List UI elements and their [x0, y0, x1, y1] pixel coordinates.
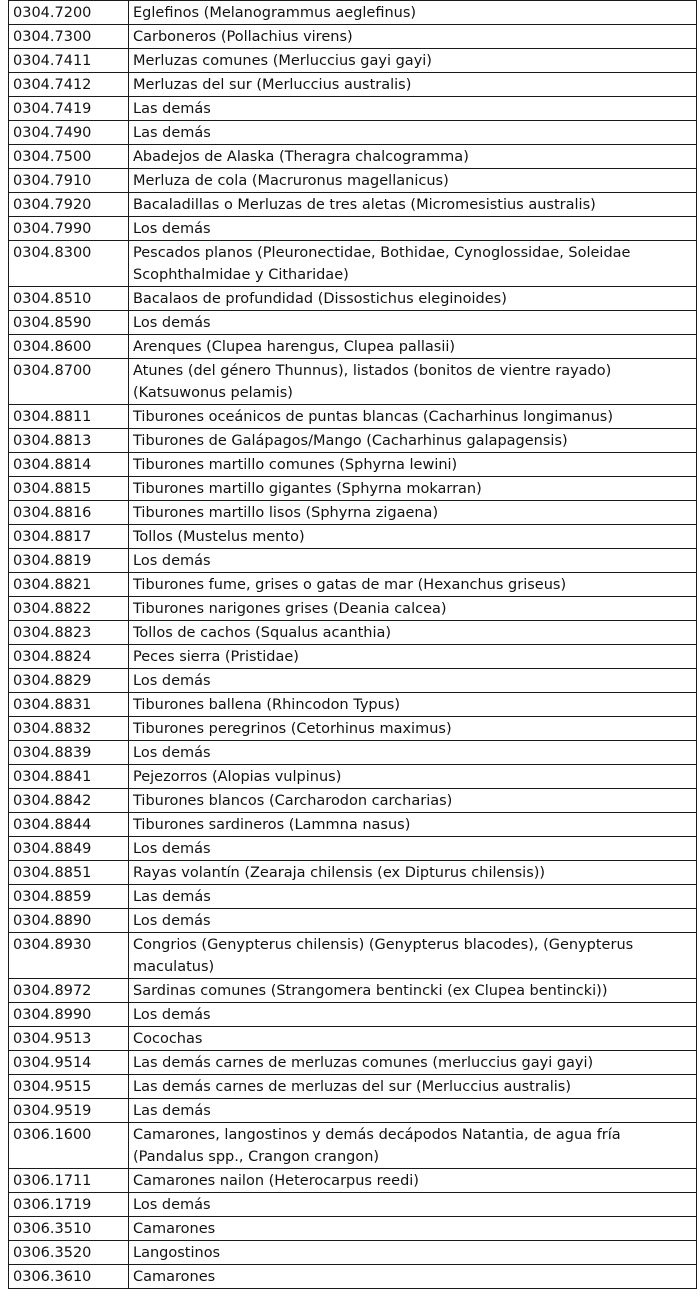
tariff-code-cell: 0304.8822: [9, 597, 129, 621]
product-description-cell: Tiburones oceánicos de puntas blancas (Cacharhinus longimanus): [129, 405, 697, 429]
tariff-code-cell: 0304.8829: [9, 669, 129, 693]
product-description-cell: Las demás: [129, 121, 697, 145]
table-row: [9, 669, 697, 693]
product-description-cell: Camarones nailon (Heterocarpus reedi): [129, 1169, 697, 1193]
tariff-code-cell: 0304.7500: [9, 145, 129, 169]
table-row: [9, 837, 697, 861]
tariff-code-cell: 0304.8814: [9, 453, 129, 477]
table-row: [9, 335, 697, 359]
table-row: [9, 1169, 697, 1193]
product-description-cell: Los demás: [129, 741, 697, 765]
product-description-cell: Camarones: [129, 1265, 697, 1289]
product-description-cell: Los demás: [129, 549, 697, 573]
tariff-code-cell: 0304.8930: [9, 933, 129, 979]
tariff-code-cell: 0304.8831: [9, 693, 129, 717]
product-description-cell: Los demás: [129, 837, 697, 861]
table-row: [9, 145, 697, 169]
tariff-code-table: [8, 0, 697, 1289]
table-row: [9, 741, 697, 765]
table-row: [9, 73, 697, 97]
table-row: [9, 1, 697, 25]
table-row: [9, 1217, 697, 1241]
product-description-cell: Atunes (del género Thunnus), listados (bonitos de vientre rayado) (Katsuwonus pelamis): [129, 359, 697, 405]
tariff-code-cell: 0304.8844: [9, 813, 129, 837]
tariff-code-cell: 0304.8841: [9, 765, 129, 789]
product-description-cell: Camarones, langostinos y demás decápodos Natantia, de agua fría (Pandalus spp., Crangon crangon): [129, 1123, 697, 1169]
table-row: [9, 287, 697, 311]
table-row: [9, 97, 697, 121]
table-row: [9, 573, 697, 597]
tariff-code-cell: 0304.8817: [9, 525, 129, 549]
table-row: [9, 693, 697, 717]
table-row: [9, 477, 697, 501]
product-description-cell: Los demás: [129, 669, 697, 693]
tariff-code-cell: 0304.8819: [9, 549, 129, 573]
table-row: [9, 1003, 697, 1027]
product-description-cell: Tiburones sardineros (Lammna nasus): [129, 813, 697, 837]
tariff-code-cell: 0304.8813: [9, 429, 129, 453]
table-row: [9, 861, 697, 885]
tariff-code-cell: 0304.7490: [9, 121, 129, 145]
tariff-code-cell: 0304.8700: [9, 359, 129, 405]
table-row: [9, 405, 697, 429]
tariff-code-cell: 0304.8824: [9, 645, 129, 669]
tariff-code-cell: 0304.9513: [9, 1027, 129, 1051]
product-description-cell: Pejezorros (Alopias vulpinus): [129, 765, 697, 789]
product-description-cell: Langostinos: [129, 1241, 697, 1265]
product-description-cell: Las demás: [129, 885, 697, 909]
product-description-cell: Tiburones blancos (Carcharodon carcharias): [129, 789, 697, 813]
table-row: [9, 1027, 697, 1051]
tariff-code-cell: 0304.8990: [9, 1003, 129, 1027]
tariff-code-cell: 0306.3610: [9, 1265, 129, 1289]
product-description-cell: Los demás: [129, 217, 697, 241]
tariff-code-cell: 0304.7990: [9, 217, 129, 241]
table-row: [9, 217, 697, 241]
product-description-cell: Tiburones ballena (Rhincodon Typus): [129, 693, 697, 717]
table-row: [9, 359, 697, 405]
product-description-cell: Las demás carnes de merluzas comunes (merluccius gayi gayi): [129, 1051, 697, 1075]
product-description-cell: Abadejos de Alaska (Theragra chalcogramma): [129, 145, 697, 169]
tariff-code-cell: 0304.7200: [9, 1, 129, 25]
product-description-cell: Las demás carnes de merluzas del sur (Merluccius australis): [129, 1075, 697, 1099]
table-row: [9, 121, 697, 145]
tariff-code-cell: 0304.8851: [9, 861, 129, 885]
table-row: [9, 193, 697, 217]
product-description-cell: Tiburones peregrinos (Cetorhinus maximus): [129, 717, 697, 741]
tariff-code-cell: 0304.7910: [9, 169, 129, 193]
table-row: [9, 525, 697, 549]
tariff-code-cell: 0304.8600: [9, 335, 129, 359]
table-row: [9, 885, 697, 909]
table-row: [9, 789, 697, 813]
product-description-cell: Peces sierra (Pristidae): [129, 645, 697, 669]
table-row: [9, 453, 697, 477]
tariff-table-body: [9, 1, 697, 1289]
tariff-code-cell: 0304.8510: [9, 287, 129, 311]
table-row: [9, 909, 697, 933]
product-description-cell: Arenques (Clupea harengus, Clupea pallasii): [129, 335, 697, 359]
product-description-cell: Tiburones martillo gigantes (Sphyrna mokarran): [129, 477, 697, 501]
table-row: [9, 813, 697, 837]
table-row: [9, 1051, 697, 1075]
tariff-code-cell: 0304.8849: [9, 837, 129, 861]
tariff-code-cell: 0304.8811: [9, 405, 129, 429]
tariff-code-cell: 0304.8300: [9, 241, 129, 287]
product-description-cell: Congrios (Genypterus chilensis) (Genypterus blacodes), (Genypterus maculatus): [129, 933, 697, 979]
product-description-cell: Bacaladillas o Merluzas de tres aletas (Micromesistius australis): [129, 193, 697, 217]
product-description-cell: Tiburones martillo lisos (Sphyrna zigaena): [129, 501, 697, 525]
product-description-cell: Tiburones fume, grises o gatas de mar (Hexanchus griseus): [129, 573, 697, 597]
tariff-code-cell: 0306.1600: [9, 1123, 129, 1169]
tariff-code-cell: 0304.8972: [9, 979, 129, 1003]
table-row: [9, 1123, 697, 1169]
tariff-code-cell: 0304.8815: [9, 477, 129, 501]
tariff-code-cell: 0306.1719: [9, 1193, 129, 1217]
table-row: [9, 933, 697, 979]
tariff-code-cell: 0304.8859: [9, 885, 129, 909]
product-description-cell: Eglefinos (Melanogrammus aeglefinus): [129, 1, 697, 25]
product-description-cell: Camarones: [129, 1217, 697, 1241]
tariff-code-cell: 0304.7411: [9, 49, 129, 73]
tariff-code-cell: 0306.3510: [9, 1217, 129, 1241]
table-row: [9, 241, 697, 287]
product-description-cell: Rayas volantín (Zearaja chilensis (ex Dipturus chilensis)): [129, 861, 697, 885]
tariff-code-cell: 0306.3520: [9, 1241, 129, 1265]
product-description-cell: Merluza de cola (Macruronus magellanicus): [129, 169, 697, 193]
table-row: [9, 645, 697, 669]
tariff-code-cell: 0304.7412: [9, 73, 129, 97]
table-row: [9, 1241, 697, 1265]
product-description-cell: Las demás: [129, 97, 697, 121]
product-description-cell: Tollos de cachos (Squalus acanthia): [129, 621, 697, 645]
tariff-code-cell: 0304.8839: [9, 741, 129, 765]
table-row: [9, 979, 697, 1003]
tariff-code-cell: 0304.8816: [9, 501, 129, 525]
tariff-code-cell: 0304.8842: [9, 789, 129, 813]
tariff-document-page: [8, 0, 696, 1289]
table-row: [9, 25, 697, 49]
tariff-code-cell: 0304.8890: [9, 909, 129, 933]
product-description-cell: Los demás: [129, 1003, 697, 1027]
table-row: [9, 429, 697, 453]
product-description-cell: Tiburones de Galápagos/Mango (Cacharhinus galapagensis): [129, 429, 697, 453]
product-description-cell: Las demás: [129, 1099, 697, 1123]
product-description-cell: Los demás: [129, 311, 697, 335]
tariff-code-cell: 0304.8821: [9, 573, 129, 597]
table-row: [9, 597, 697, 621]
tariff-code-cell: 0304.9519: [9, 1099, 129, 1123]
table-row: [9, 1099, 697, 1123]
table-row: [9, 717, 697, 741]
tariff-code-cell: 0304.9514: [9, 1051, 129, 1075]
tariff-code-cell: 0304.8823: [9, 621, 129, 645]
product-description-cell: Los demás: [129, 909, 697, 933]
product-description-cell: Merluzas comunes (Merluccius gayi gayi): [129, 49, 697, 73]
product-description-cell: Bacalaos de profundidad (Dissostichus eleginoides): [129, 287, 697, 311]
table-row: [9, 1075, 697, 1099]
product-description-cell: Tiburones martillo comunes (Sphyrna lewini): [129, 453, 697, 477]
table-row: [9, 549, 697, 573]
tariff-code-cell: 0304.7920: [9, 193, 129, 217]
table-row: [9, 1193, 697, 1217]
tariff-code-cell: 0304.8590: [9, 311, 129, 335]
tariff-code-cell: 0306.1711: [9, 1169, 129, 1193]
table-row: [9, 1265, 697, 1289]
tariff-code-cell: 0304.7419: [9, 97, 129, 121]
tariff-code-cell: 0304.8832: [9, 717, 129, 741]
product-description-cell: Pescados planos (Pleuronectidae, Bothidae, Cynoglossidae, Soleidae Scophthalmidae y Citharidae): [129, 241, 697, 287]
tariff-code-cell: 0304.7300: [9, 25, 129, 49]
product-description-cell: Merluzas del sur (Merluccius australis): [129, 73, 697, 97]
table-row: [9, 765, 697, 789]
tariff-code-cell: 0304.9515: [9, 1075, 129, 1099]
table-row: [9, 311, 697, 335]
product-description-cell: Tiburones narigones grises (Deania calcea): [129, 597, 697, 621]
product-description-cell: Carboneros (Pollachius virens): [129, 25, 697, 49]
table-row: [9, 621, 697, 645]
product-description-cell: Cocochas: [129, 1027, 697, 1051]
product-description-cell: Sardinas comunes (Strangomera bentincki (ex Clupea bentincki)): [129, 979, 697, 1003]
product-description-cell: Los demás: [129, 1193, 697, 1217]
product-description-cell: Tollos (Mustelus mento): [129, 525, 697, 549]
table-row: [9, 49, 697, 73]
table-row: [9, 501, 697, 525]
table-row: [9, 169, 697, 193]
